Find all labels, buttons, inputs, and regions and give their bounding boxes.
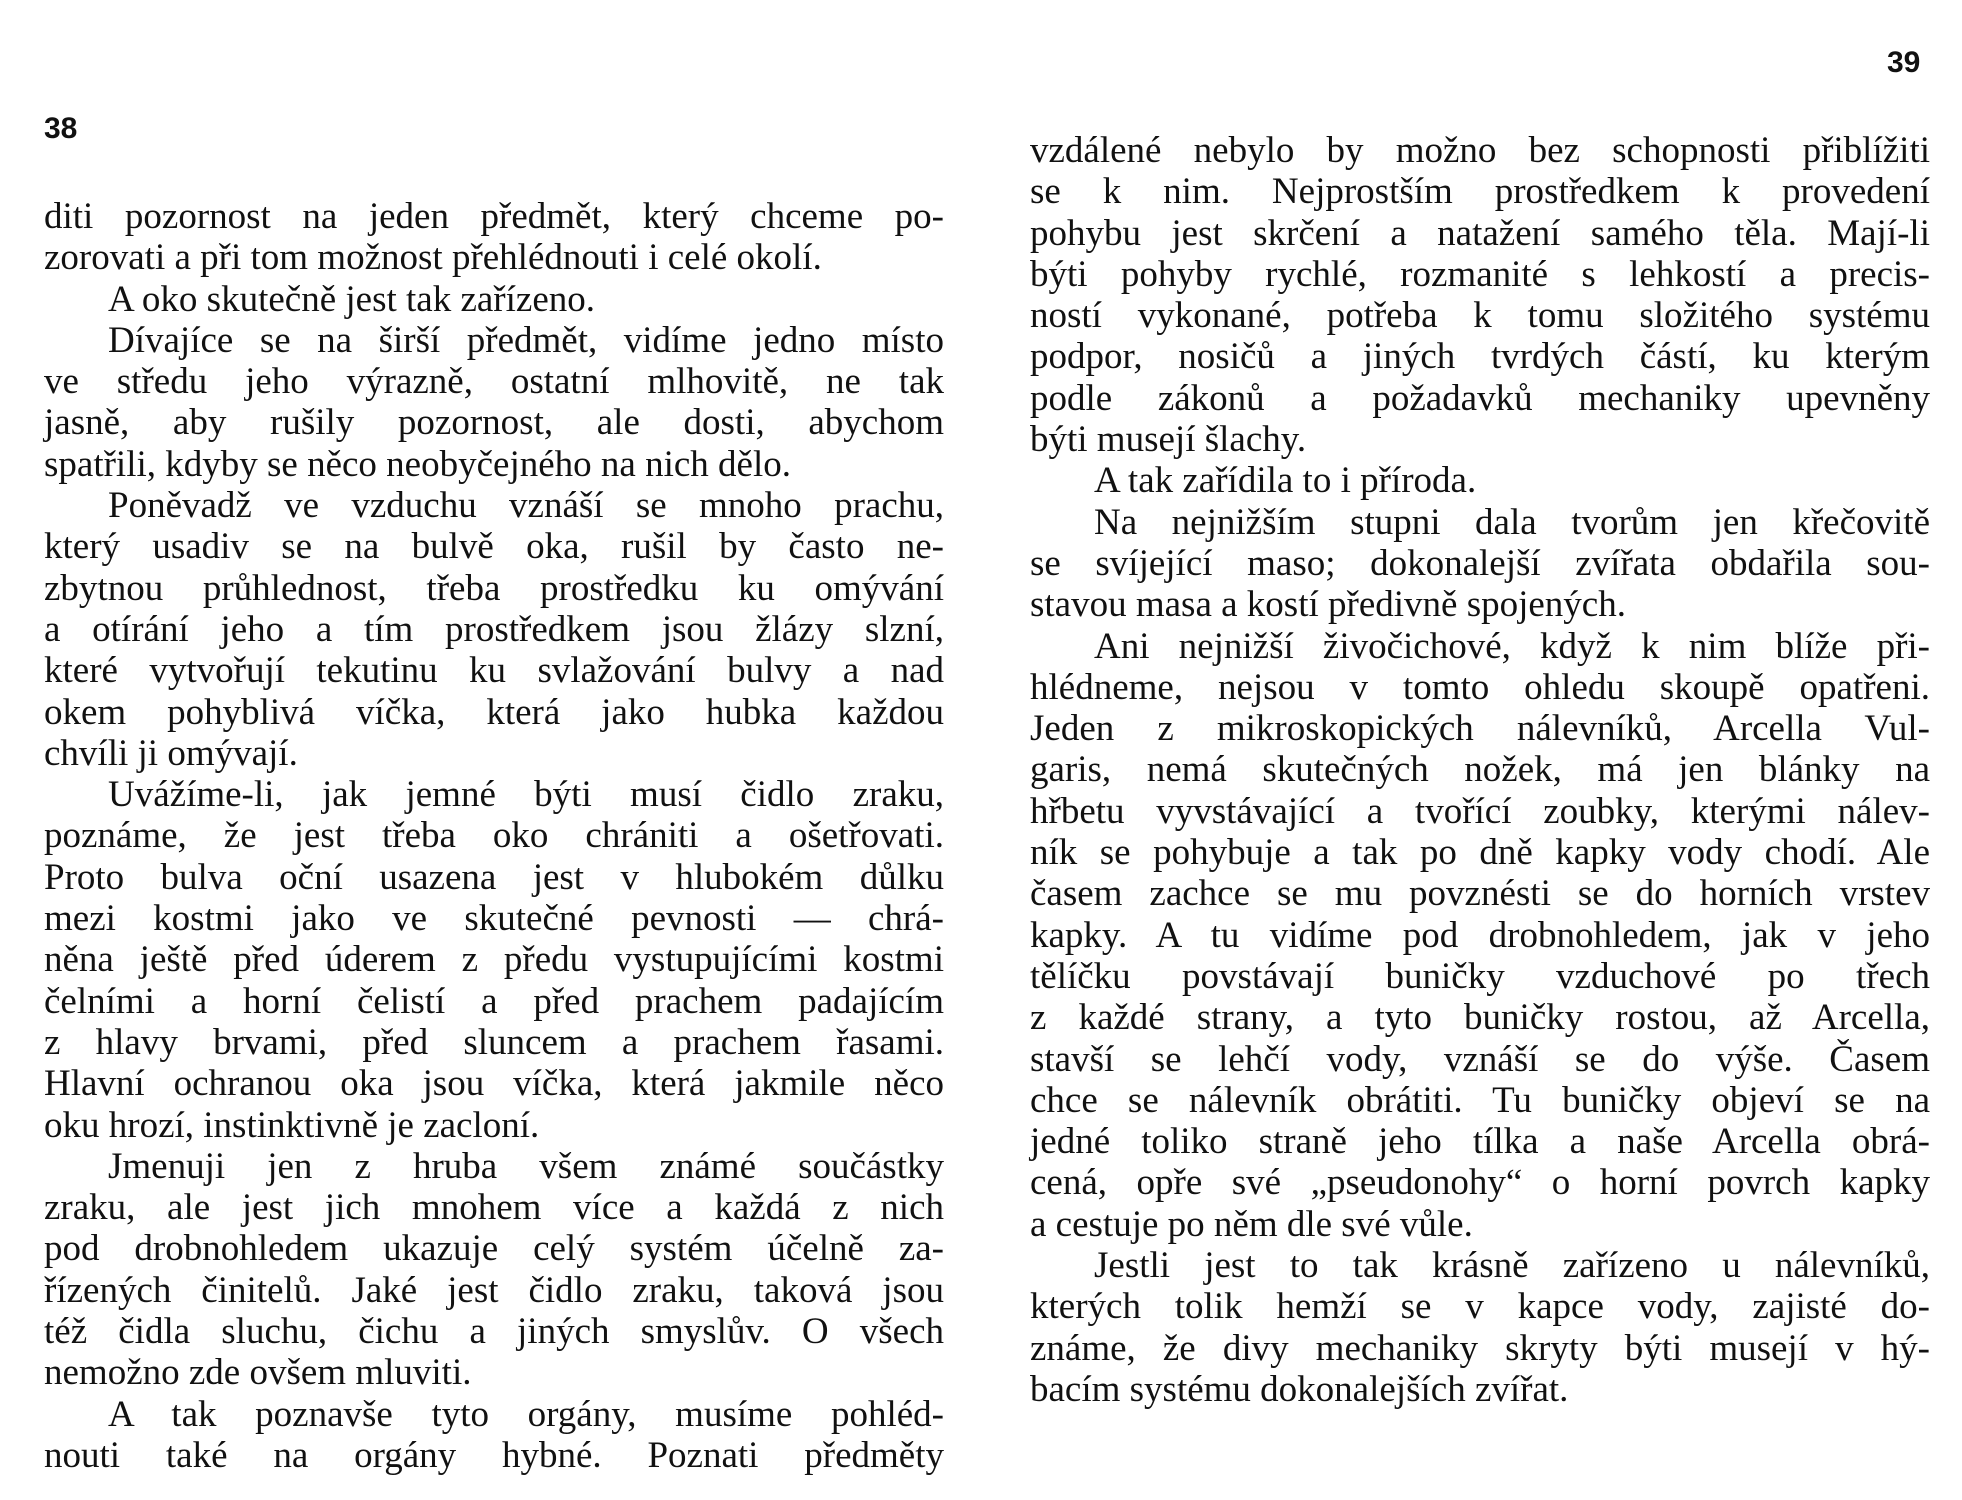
text-line: poznáme, že jest třeba oko chrániti a ošetřovati.: [44, 815, 944, 857]
text-line: které vytvořují tekutinu ku svlažování bulvy a nad: [44, 650, 944, 692]
text-line: vzdálené nebylo by možno bez schopnosti přiblížiti: [1030, 130, 1930, 171]
left-page-text: [44, 196, 944, 1476]
text-line: známe, že divy mechaniky skryty býti musejí v hý-: [1030, 1327, 1930, 1369]
text-line: zorovati a při tom možnost přehlédnouti i celé okolí.: [44, 237, 822, 279]
text-line: pohybu jest skrčení a natažení samého těla. Mají-li: [1030, 212, 1930, 254]
text-line: okem pohyblivá víčka, která jako hubka každou: [44, 691, 944, 733]
text-line: pod drobnohledem ukazuje celý systém účelně za-: [44, 1228, 944, 1270]
text-line: časem zachce se mu povznésti se do horních vrstev: [1030, 873, 1930, 915]
text-line: zbytnou průhlednost, třeba prostředku ku omývání: [44, 567, 944, 609]
text-line: býti musejí šlachy.: [1030, 419, 1307, 461]
text-line: Uvážíme-li, jak jemné býti musí čidlo zraku,: [108, 774, 944, 816]
text-line: oku hrozí, instinktivně je zacloní.: [44, 1104, 540, 1146]
text-line: ností vykonané, potřeba k tomu složitého systému: [1030, 295, 1930, 337]
text-line: podle zákonů a požadavků mechaniky upevněny: [1030, 377, 1930, 419]
text-line: Poněvadž ve vzduchu vznáší se mnoho prachu,: [108, 485, 944, 527]
text-line: mezi kostmi jako ve skutečné pevnosti — chrá-: [44, 898, 944, 940]
text-line: Proto bulva oční usazena jest v hlubokém důlku: [44, 856, 944, 898]
text-line: nemožno zde ovšem mluviti.: [44, 1352, 472, 1394]
right-page-number: 39: [1887, 46, 1921, 79]
text-line: kapky. A tu vidíme pod drobnohledem, jak v jeho: [1030, 914, 1930, 956]
text-line: ník se pohybuje a tak po dně kapky vody chodí. Ale: [1030, 832, 1930, 874]
text-line: stavší se lehčí vody, vznáší se do výše. Časem: [1030, 1038, 1930, 1080]
text-line: jedné toliko straně jeho tílka a naše Arcella obrá-: [1030, 1121, 1930, 1163]
text-line: kterých tolik hemží se v kapce vody, zajisté do-: [1030, 1286, 1930, 1328]
text-line: též čidla sluchu, čichu a jiných smyslův. O všech: [44, 1311, 944, 1353]
text-line: a cestuje po něm dle své vůle.: [1030, 1203, 1473, 1245]
text-line: chvíli ji omývají.: [44, 732, 298, 774]
text-line: Jestli jest to tak krásně zařízeno u nálevníků,: [1094, 1245, 1930, 1287]
text-line: Jeden z mikroskopických nálevníků, Arcella Vul-: [1030, 708, 1930, 750]
text-line: hřbetu vyvstávající a tvořící zoubky, kterými nálev-: [1030, 790, 1930, 832]
text-line: se svíjející maso; dokonalejší zvířata obdařila sou-: [1030, 542, 1930, 584]
text-line: Dívajíce se na širší předmět, vidíme jedno místo: [108, 319, 944, 361]
text-line: bacím systému dokonalejších zvířat.: [1030, 1368, 1569, 1410]
right-page-text: [1030, 130, 1930, 1410]
text-line: zraku, ale jest jich mnohem více a každá z nich: [44, 1187, 944, 1229]
text-line: Na nejnižším stupni dala tvorům jen křečovitě: [1094, 501, 1930, 543]
text-line: spatřili, kdyby se něco neobyčejného na nich dělo.: [44, 443, 791, 485]
text-line: A tak zařídila to i příroda.: [1094, 460, 1477, 502]
text-line: garis, nemá skutečných nožek, má jen blánky na: [1030, 749, 1930, 791]
text-line: něna ještě před úderem z předu vystupujícími kostmi: [44, 939, 944, 981]
text-line: čelními a horní čelistí a před prachem padajícím: [44, 980, 944, 1022]
text-line: se k nim. Nejprostším prostředkem k provedení: [1030, 171, 1930, 213]
text-line: řízených činitelů. Jaké jest čidlo zraku, taková jsou: [44, 1269, 944, 1311]
text-line: nouti také na orgány hybné. Poznati předměty: [44, 1434, 944, 1476]
text-line: a otírání jeho a tím prostředkem jsou žlázy slzní,: [44, 608, 944, 650]
text-line: chce se nálevník obrátiti. Tu buničky objeví se na: [1030, 1079, 1930, 1121]
text-line: z každé strany, a tyto buničky rostou, až Arcella,: [1030, 997, 1930, 1039]
text-line: Ani nejnižší živočichové, když k nim blíže při-: [1094, 625, 1930, 667]
text-line: podpor, nosičů a jiných tvrdých částí, ku kterým: [1030, 336, 1930, 378]
text-line: z hlavy brvami, před sluncem a prachem řasami.: [44, 1021, 944, 1063]
text-line: býti pohyby rychlé, rozmanité s lehkostí a precis-: [1030, 253, 1930, 295]
left-page-number: 38: [44, 112, 78, 145]
text-line: který usadiv se na bulvě oka, rušil by často ne-: [44, 526, 944, 568]
text-line: hlédneme, nejsou v tomto ohledu skoupě opatřeni.: [1030, 666, 1930, 708]
text-line: diti pozornost na jeden předmět, který chceme po-: [44, 196, 944, 237]
text-line: tělíčku povstávají buničky vzduchové po třech: [1030, 955, 1930, 997]
text-line: cená, opře své „pseudonohy“ o horní povrch kapky: [1030, 1162, 1930, 1204]
text-line: jasně, aby rušily pozornost, ale dosti, abychom: [44, 402, 944, 444]
text-line: stavou masa a kostí předivně spojených.: [1030, 584, 1626, 626]
text-line: A oko skutečně jest tak zařízeno.: [108, 278, 595, 320]
text-line: A tak poznavše tyto orgány, musíme pohléd-: [108, 1393, 944, 1435]
text-line: Jmenuji jen z hruba všem známé součástky: [108, 1145, 944, 1187]
text-line: Hlavní ochranou oka jsou víčka, která jakmile něco: [44, 1063, 944, 1105]
text-line: ve středu jeho výrazně, ostatní mlhovitě, ne tak: [44, 361, 944, 403]
